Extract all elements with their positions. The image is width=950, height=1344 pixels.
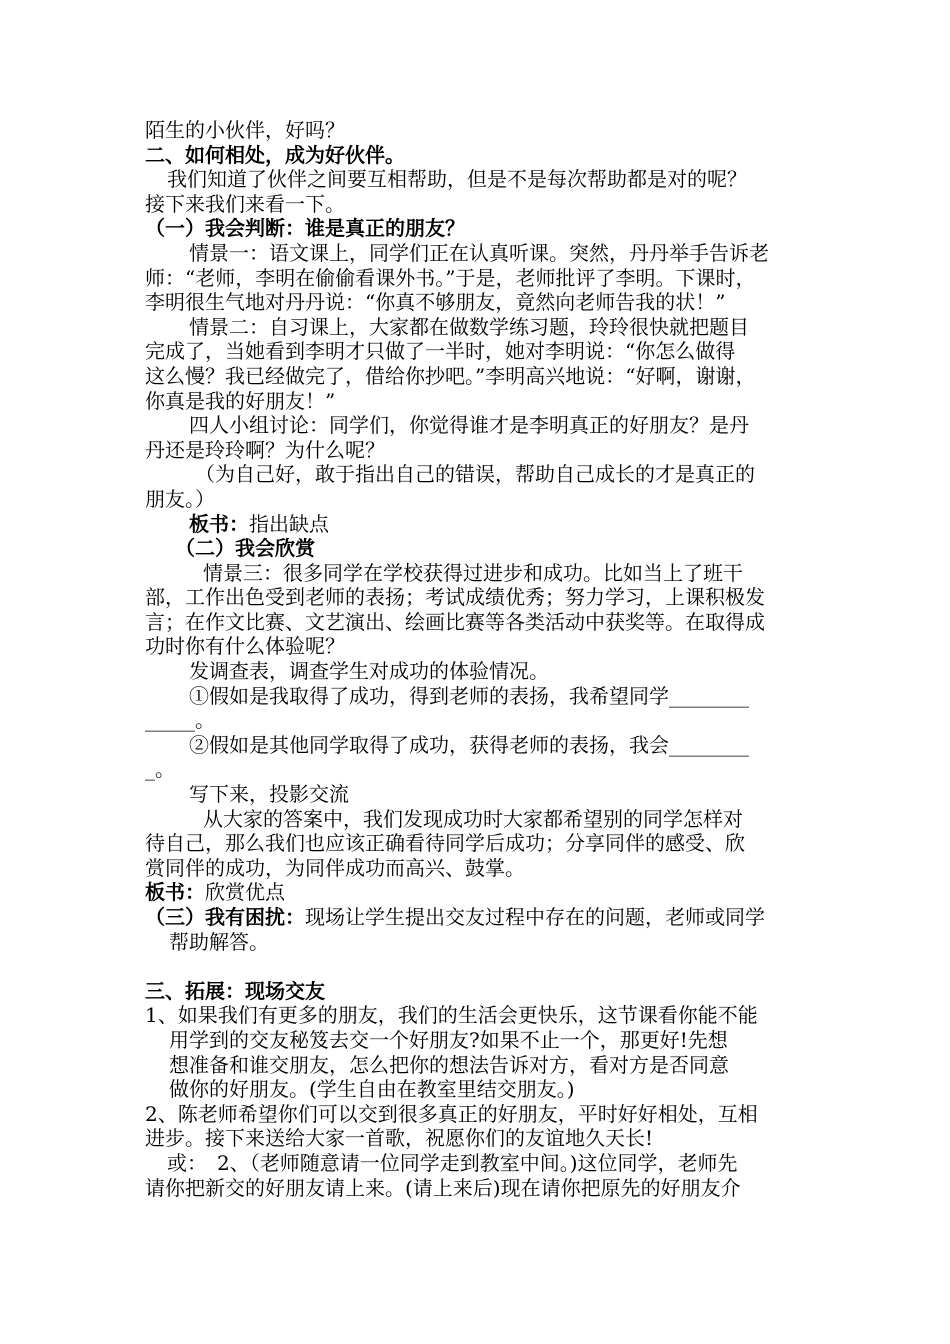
document-page <box>145 118 815 1200</box>
board-note-text: 指出缺点 <box>249 511 329 536</box>
subsection-heading-3-line <box>145 905 815 930</box>
text-line: 四人小组讨论：同学们，你觉得谁才是李明真正的好朋友？是丹 <box>189 413 749 438</box>
board-note-label: 板书： <box>145 880 205 905</box>
subsection-heading-1: （一）我会判断：谁是真正的朋友？ <box>145 216 465 241</box>
text-line: 这么慢？我已经做完了，借给你抄吧。”李明高兴地说：“好啊，谢谢， <box>145 363 756 388</box>
text-line: _。 <box>145 757 175 782</box>
text-line: 帮助解答。 <box>169 929 269 954</box>
text-line: 赏同伴的成功，为同伴成功而高兴、鼓掌。 <box>145 855 525 880</box>
text-line: 言；在作文比赛、文艺演出、绘画比赛等各类活动中获奖等。在取得成 <box>145 609 765 634</box>
list-item: 2、陈老师希望你们可以交到很多真正的好朋友，平时好好相处，互相 <box>145 1101 758 1126</box>
text-line: 丹还是玲玲啊？为什么呢？ <box>145 437 385 462</box>
text-line: 想准备和谁交朋友，怎么把你的想法告诉对方，看对方是否同意 <box>169 1052 729 1077</box>
text-line: 待自己，那么我们也应该正确看待同学后成功；分享同伴的感受、欣 <box>145 831 745 856</box>
text-line: 或： 2、（老师随意请一位同学走到教室中间。)这位同学，老师先 <box>167 1150 738 1175</box>
section-heading-2: 二、如何相处，成为好伙伴。 <box>145 142 405 167</box>
survey-item-2: ②假如是其他同学取得了成功，获得老师的表扬，我会________ <box>189 732 749 757</box>
board-note-line <box>145 880 815 905</box>
text-line: 做你的好朋友。(学生自由在教室里结交朋友。) <box>169 1077 575 1102</box>
text-line: 朋友。） <box>145 486 215 511</box>
text-span: 现场让学生提出交友过程中存在的问题，老师或同学 <box>305 905 765 929</box>
text-line: 我们知道了伙伴之间要互相帮助，但是不是每次帮助都是对的呢？ <box>167 167 747 192</box>
section-heading-3: 三、拓展：现场交友 <box>145 978 325 1003</box>
board-note-label: 板书： <box>189 511 249 536</box>
text-line: 用学到的交友秘笈去交一个好朋友?如果不止一个，那更好!先想 <box>169 1027 728 1052</box>
board-note-text: 欣赏优点 <box>205 880 285 905</box>
text-line: 你真是我的好朋友！” <box>145 388 336 413</box>
text-line: 李明很生气地对丹丹说：“你真不够朋友，竟然向老师告我的状！” <box>145 290 726 315</box>
text-line: 发调查表，调查学生对成功的体验情况。 <box>189 659 549 684</box>
list-item: 1、如果我们有更多的朋友，我们的生活会更快乐，这节课看你能不能 <box>145 1003 758 1028</box>
text-line: 情景三：很多同学在学校获得过进步和成功。比如当上了班干 <box>203 560 743 585</box>
blank-line <box>145 954 815 979</box>
text-line: （为自己好，敢于指出自己的错误，帮助自己成长的才是真正的 <box>195 462 755 487</box>
text-line: 请你把新交的好朋友请上来。(请上来后)现在请你把原先的好朋友介 <box>145 1175 741 1200</box>
text-line: _____。 <box>145 708 215 733</box>
text-line: 写下来，投影交流 <box>189 782 349 807</box>
text-line: 完成了，当她看到李明才只做了一半时，她对李明说：“你怎么做得 <box>145 339 736 364</box>
text-line: 从大家的答案中，我们发现成功时大家都希望别的同学怎样对 <box>203 806 743 831</box>
text-line: 接下来我们来看一下。 <box>145 191 345 216</box>
text-line: 部，工作出色受到老师的表扬；考试成绩优秀；努力学习，上课积极发 <box>145 585 765 610</box>
text-line: 进步。接下来送给大家一首歌，祝愿你们的友谊地久天长! <box>145 1126 654 1151</box>
text-line: 师：“老师，李明在偷偷看课外书。”于是，老师批评了李明。下课时， <box>145 265 756 290</box>
board-note-line <box>145 512 815 537</box>
subsection-heading-3: （三）我有困扰： <box>145 905 305 929</box>
text-line: 陌生的小伙伴，好吗？ <box>145 118 345 142</box>
text-line: 功时你有什么体验呢？ <box>145 634 345 659</box>
text-line: 情景一：语文课上，同学们正在认真听课。突然，丹丹举手告诉老 <box>189 240 769 265</box>
text-line: 情景二：自习课上，大家都在做数学练习题，玲玲很快就把题目 <box>189 314 749 339</box>
subsection-heading-2: （二）我会欣赏 <box>175 536 315 561</box>
survey-item-1: ①假如是我取得了成功，得到老师的表扬，我希望同学________ <box>189 683 749 708</box>
